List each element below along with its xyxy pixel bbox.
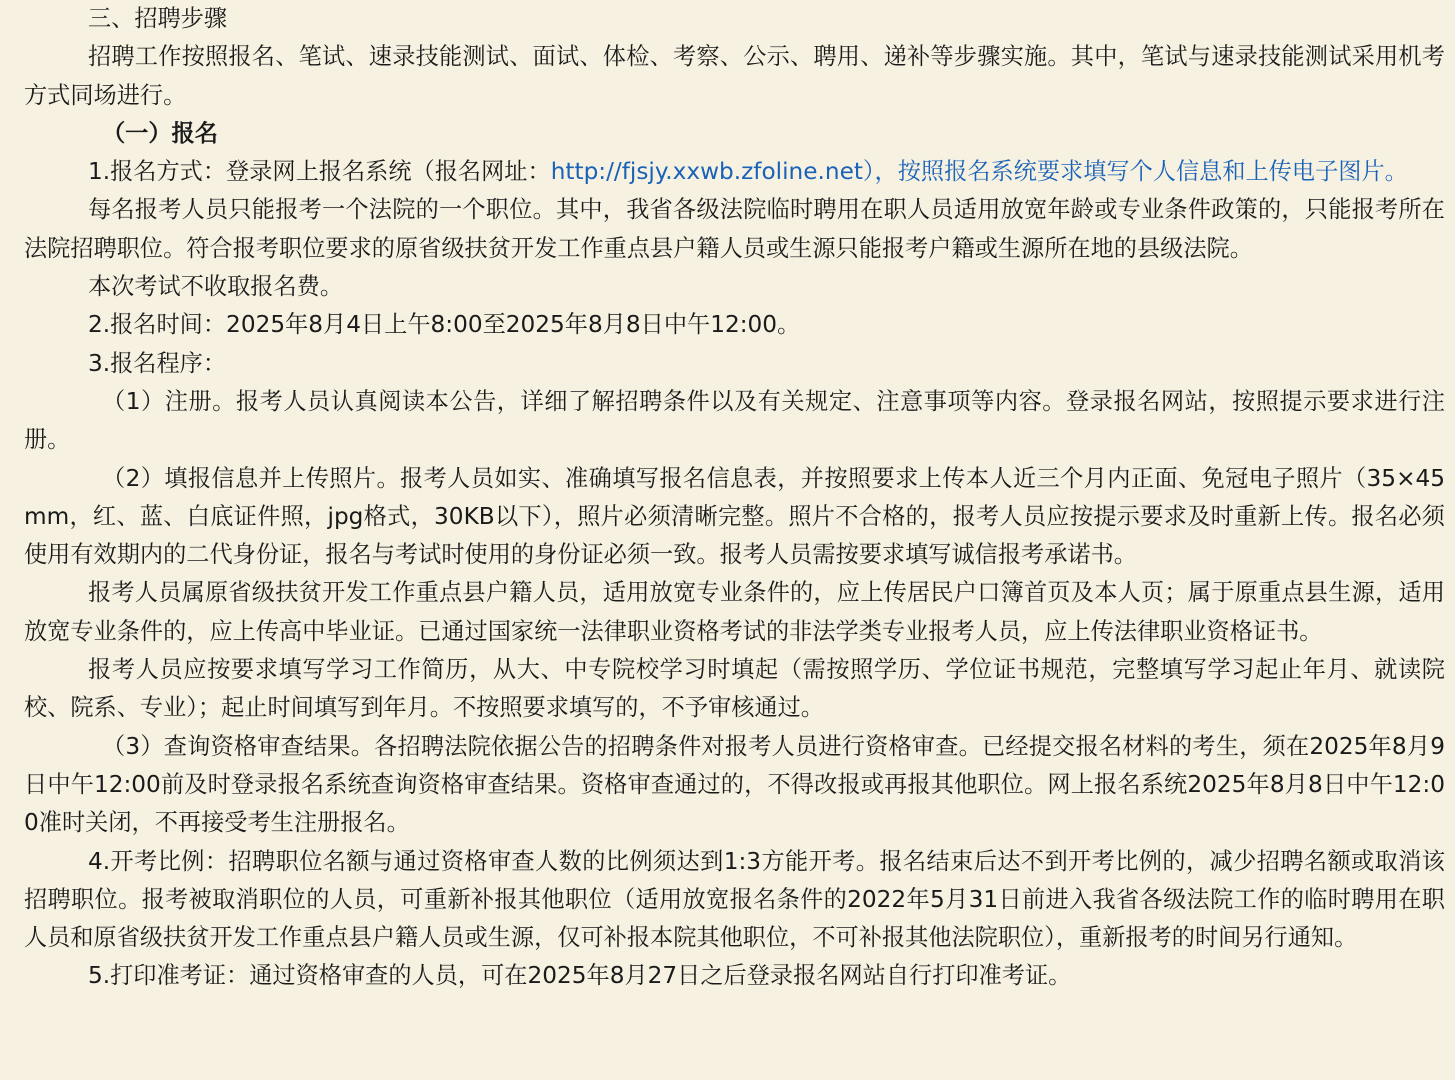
item-2-registration-time: 2.报名时间：2025年8月4日上午8:00至2025年8月8日中午12:00。 bbox=[88, 311, 801, 339]
no-fee-paragraph: 本次考试不收取报名费。 bbox=[88, 273, 344, 301]
item-3-registration-procedure: 3.报名程序： bbox=[88, 349, 227, 377]
item-1-suffix: ，按照报名系统要求填写个人信息和上传电子图片。 bbox=[874, 158, 1408, 186]
intro-paragraph: 招聘工作按照报名、笔试、速录技能测试、面试、体检、考察、公示、聘用、递补等步骤实施。其中，笔试与速录技能测试采用机考方式同场进行。 bbox=[24, 43, 1445, 109]
upload-documents-paragraph: 报考人员属原省级扶贫开发工作重点县户籍人员，适用放宽专业条件的，应上传居民户口簿首页及本人页；属于原重点县生源，适用放宽专业条件的，应上传高中毕业证。已通过国家统一法律职业资格考试的非法学类专业报考人员，应上传法律职业资格证书。 bbox=[24, 579, 1445, 645]
step-3-check-results: （3）查询资格审查结果。各招聘法院依据公告的招聘条件对报考人员进行资格审查。已经提交报名材料的考生，须在2025年8月9日中午12:00前及时登录报名系统查询资格审查结果。资格审查通过的，不得改报或再报其他职位。网上报名系统2025年8月8日中午12:00准时关闭，不再接受考生注册报名。 bbox=[24, 732, 1445, 837]
resume-paragraph: 报考人员应按要求填写学习工作简历，从大、中专院校学习时填起（需按照学历、学位证书规范，完整填写学习起止年月、就读院校、院系、专业）；起止时间填写到年月。不按照要求填写的，不予审核通过。 bbox=[24, 656, 1445, 722]
item-4-exam-ratio: 4.开考比例：招聘职位名额与通过资格审查人数的比例须达到1:3方能开考。报名结束后达不到开考比例的，减少招聘名额或取消该招聘职位。报考被取消职位的人员，可重新补报其他职位（适用放宽报名条件的2022年5月31日前进入我省各级法院工作的临时聘用在职人员和原省级扶贫开发工作重点县户籍人员或生源，仅可补报本院其他职位，不可补报其他法院职位），重新报考的时间另行通知。 bbox=[24, 847, 1445, 952]
section-title: 三、招聘步骤 bbox=[88, 5, 228, 32]
sub-heading: （一）报名 bbox=[102, 119, 218, 147]
rule-one-post-paragraph: 每名报考人员只能报考一个法院的一个职位。其中，我省各级法院临时聘用在职人员适用放宽年龄或专业条件政策的，只能报考所在法院招聘职位。符合报考职位要求的原省级扶贫开发工作重点县户籍人员或生源只能报考户籍或生源所在地的县级法院。 bbox=[24, 196, 1445, 262]
item-5-print-admission-ticket: 5.打印准考证：通过资格审查的人员，可在2025年8月27日之后登录报名网站自行打印准考证。 bbox=[88, 962, 1072, 990]
document-body bbox=[24, 0, 1445, 996]
item-1-prefix: 1.报名方式：登录网上报名系统（报名网址： bbox=[88, 158, 551, 186]
item-1-registration-method bbox=[24, 153, 1445, 191]
step-1-register: （1）注册。报考人员认真阅读本公告，详细了解招聘条件以及有关规定、注意事项等内容。登录报名网站，按照提示要求进行注册。 bbox=[24, 387, 1445, 454]
step-2-fill-info: （2）填报信息并上传照片。报考人员如实、准确填写报名信息表，并按照要求上传本人近三个月内正面、免冠电子照片（35×45mm，红、蓝、白底证件照，jpg格式，30KB以下），照片必须清晰完整。照片不合格的，报考人员应按提示要求及时重新上传。报名必须使用有效期内的二代身份证，报名与考试时使用的身份证必须一致。报考人员需按要求填写诚信报考承诺书。 bbox=[24, 464, 1445, 569]
registration-url-link[interactable]: http://fjsjy.xxwb.zfoline.net） bbox=[550, 158, 875, 186]
